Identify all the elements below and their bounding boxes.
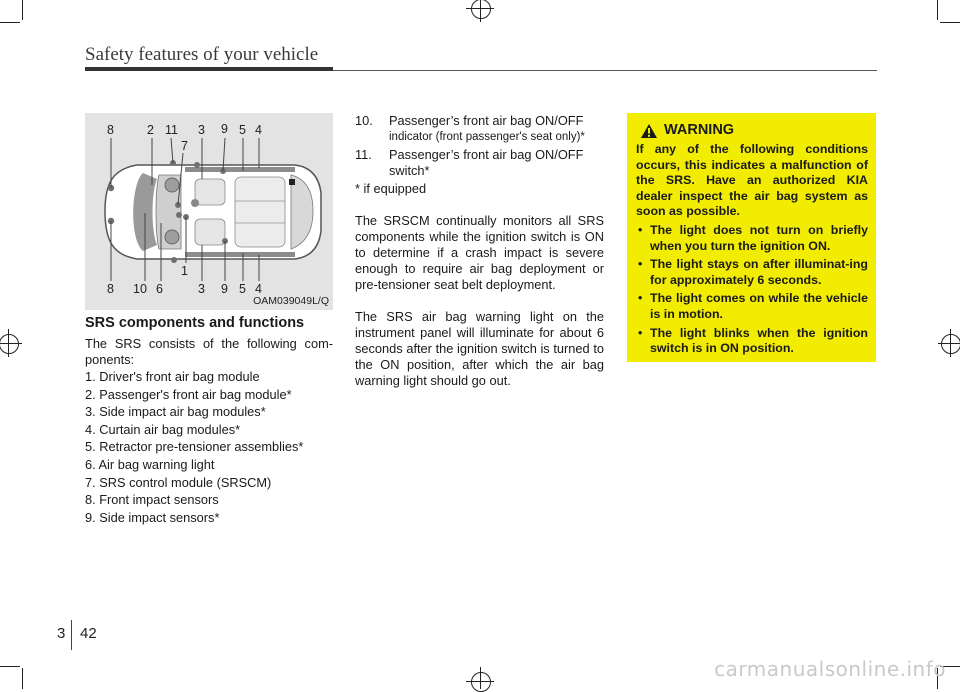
- registration-mark: [480, 667, 481, 689]
- warning-box: [627, 113, 876, 362]
- list-item: [355, 147, 604, 179]
- page-number-divider: [71, 620, 72, 650]
- chapter-number: 3: [57, 625, 66, 642]
- item-subtext: switch*: [389, 163, 430, 178]
- registration-mark: [0, 334, 19, 354]
- item-number: 10.: [355, 113, 373, 128]
- registration-mark: [466, 681, 494, 682]
- list-item: 9. Side impact sensors*: [85, 509, 220, 525]
- page-header-title: Safety features of your vehicle: [85, 44, 319, 65]
- diagram-label: 6: [156, 282, 163, 296]
- warning-triangle-icon: [640, 123, 658, 139]
- diagram-label: 9: [221, 282, 228, 296]
- list-item: 8. Front impact sensors: [85, 492, 219, 508]
- diagram-label: 1: [181, 264, 188, 278]
- diagram-label: 8: [107, 282, 114, 296]
- registration-mark: [0, 343, 22, 344]
- diagram-label: 11: [165, 123, 178, 137]
- registration-mark: [8, 329, 9, 357]
- list-item: 5. Retractor pre-tensioner assemblies*: [85, 439, 304, 455]
- diagram-label: 2: [147, 123, 154, 137]
- crop-mark: [0, 666, 20, 667]
- item-text: Passenger’s front air bag ON/OFF: [389, 113, 584, 128]
- list-item: • The light comes on while the vehicle is in motion.: [636, 291, 868, 322]
- crop-mark: [22, 668, 23, 689]
- list-item: 2. Passenger's front air bag module*: [85, 386, 292, 402]
- list-item: • The light stays on after illuminat-ing for approximately 6 seconds.: [636, 257, 868, 288]
- warning-intro: If any of the following conditions occurs, this indicates a malfunction of the SRS. Have an authorized KIA dealer inspect the air bag system as soon as possible.: [636, 142, 868, 219]
- list-item: 4. Curtain air bag modules*: [85, 421, 241, 437]
- registration-mark: [480, 0, 481, 22]
- warning-header: [636, 123, 868, 139]
- diagram-label: 3: [198, 123, 205, 137]
- page-number: 42: [80, 625, 97, 642]
- crop-mark: [937, 0, 938, 20]
- diagram-label: 10: [133, 282, 147, 296]
- header-rule: [333, 70, 877, 71]
- list-item: [355, 113, 604, 145]
- column-two: [355, 113, 604, 389]
- diagram-label: 7: [181, 139, 188, 153]
- watermark: carmanualsonline.info: [714, 657, 946, 681]
- registration-mark: [938, 343, 960, 344]
- car-topview-illustration: [85, 113, 333, 310]
- header-rule: [85, 67, 333, 71]
- diagram-label: 5: [239, 282, 246, 296]
- component-list: [85, 368, 303, 526]
- section-heading: SRS components and functions: [85, 315, 305, 331]
- item-text: Passenger’s front air bag ON/OFF: [389, 147, 584, 162]
- crop-mark: [940, 22, 960, 23]
- section-intro: The SRS consists of the following com-ponents:: [85, 336, 333, 367]
- body-paragraph: The SRS air bag warning light on the instrument panel will illuminate for about 6 seconds after the ignition switch is turned to the ON position, after which the air bag warning light should go out.: [355, 309, 604, 388]
- list-item: • The light blinks when the ignition switch is in ON position.: [636, 326, 868, 357]
- warning-list: [636, 223, 868, 357]
- diagram-label: 9: [221, 122, 228, 136]
- diagram-label: 3: [198, 282, 205, 296]
- registration-mark: [950, 329, 951, 357]
- diagram-label: 4: [255, 282, 262, 296]
- registration-mark: [471, 0, 491, 19]
- list-item: 6. Air bag warning light: [85, 456, 215, 472]
- crop-mark: [22, 0, 23, 20]
- registration-mark: [466, 8, 494, 9]
- figure-caption: OAM039049L/Q: [253, 295, 329, 307]
- registration-mark: [471, 672, 491, 692]
- diagram-label: 5: [239, 123, 246, 137]
- list-item: • The light does not turn on briefly when you turn the ignition ON.: [636, 223, 868, 254]
- warning-title: WARNING: [664, 122, 735, 139]
- crop-mark: [0, 22, 20, 23]
- item-subtext: indicator (front passenger's seat only)*: [389, 131, 585, 143]
- item-number: 11.: [355, 147, 372, 162]
- list-item: 1. Driver's front air bag module: [85, 369, 260, 384]
- diagram-label: 4: [255, 123, 262, 137]
- footnote: * if equipped: [355, 181, 427, 196]
- list-item: 3. Side impact air bag modules*: [85, 404, 266, 420]
- list-item: 7. SRS control module (SRSCM): [85, 474, 272, 490]
- srs-diagram-figure: [85, 113, 333, 310]
- body-paragraph: The SRSCM continually monitors all SRS components while the ignition switch is ON to determine if a crash impact is severe enough to require air bag deployment or pre-tensioner seat belt deployment.: [355, 213, 604, 292]
- diagram-label: 8: [107, 123, 114, 137]
